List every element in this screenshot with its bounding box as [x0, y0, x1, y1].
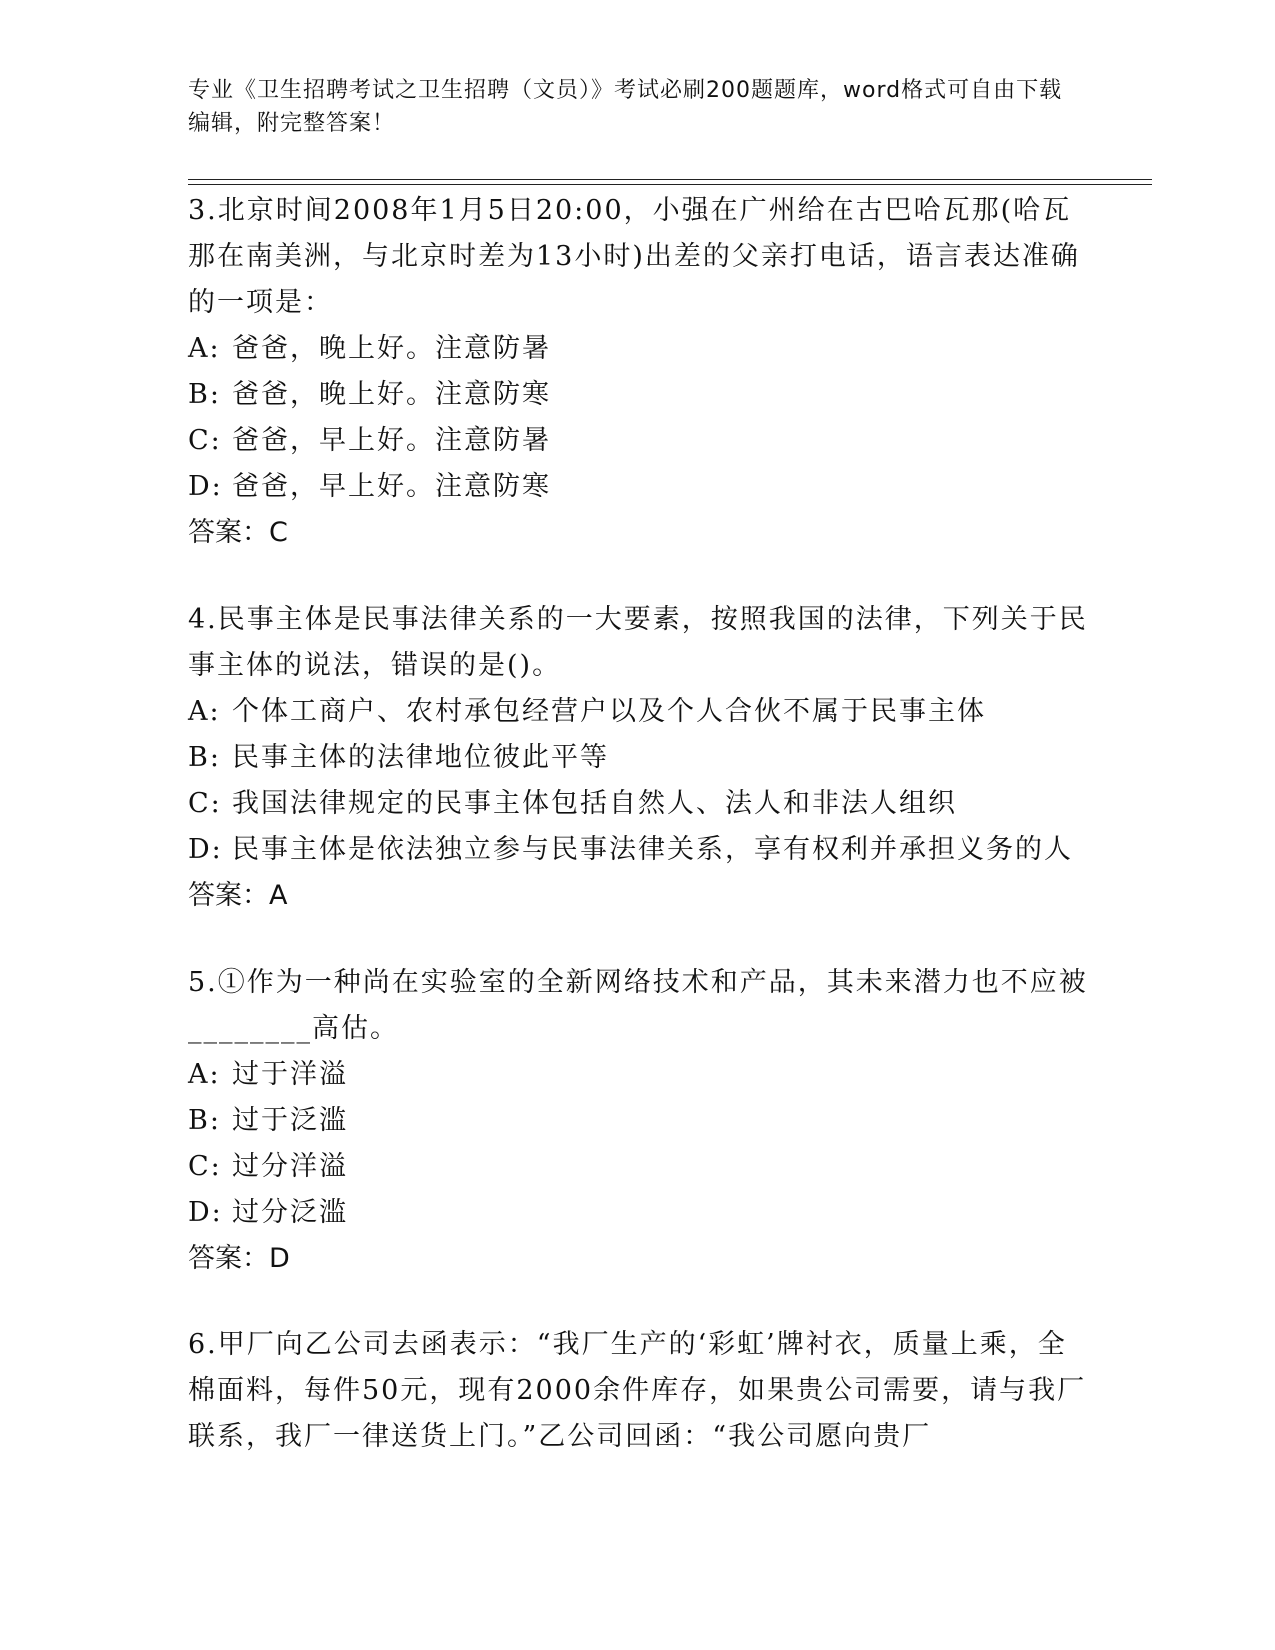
option-letter: D: [188, 471, 223, 502]
option-c [188, 1144, 1088, 1190]
document-title: 专业《卫生招聘考试之卫生招聘（文员）》考试必刷200题题库，word格式可自由下载编辑，附完整答案！ [188, 78, 1063, 136]
option-text: 个体工商户、农村承包经营户以及个人合伙不属于民事主体 [232, 696, 986, 727]
option-text: 过于洋溢 [232, 1059, 348, 1090]
option-b [188, 372, 1088, 418]
answer-line: 答案：D [188, 1243, 290, 1274]
option-letter: B: [188, 379, 221, 410]
option-text: 过分泛滥 [232, 1197, 348, 1228]
option-letter: A: [188, 696, 221, 727]
question-3 [188, 188, 1088, 556]
option-letter: C: [188, 788, 222, 819]
option-text: 爸爸，晚上好。注意防暑 [232, 333, 551, 364]
option-text: 爸爸，早上好。注意防寒 [232, 471, 551, 502]
option-a [188, 1052, 1088, 1098]
option-d [188, 827, 1088, 873]
option-text: 过于泛滥 [232, 1105, 348, 1136]
option-letter: C: [188, 1151, 222, 1182]
option-letter: C: [188, 425, 222, 456]
option-letter: A: [188, 333, 221, 364]
option-text: 过分洋溢 [232, 1151, 348, 1182]
question-stem: 6.甲厂向乙公司去函表示：“我厂生产的‘彩虹’牌衬衣，质量上乘，全棉面料，每件50元，现有2000余件库存，如果贵公司需要，请与我厂联系，我厂一律送货上门。”乙公司回函：“我公司愿向贵厂 [188, 1329, 1087, 1452]
option-text: 民事主体的法律地位彼此平等 [232, 742, 609, 773]
option-c [188, 418, 1088, 464]
answer-line: 答案：C [188, 517, 288, 548]
option-text: 爸爸，晚上好。注意防寒 [232, 379, 551, 410]
option-text: 民事主体是依法独立参与民事法律关系，享有权利并承担义务的人 [232, 834, 1073, 865]
option-a [188, 326, 1088, 372]
option-text: 爸爸，早上好。注意防暑 [232, 425, 551, 456]
question-5 [188, 960, 1088, 1282]
option-letter: A: [188, 1059, 221, 1090]
header-divider-bottom [188, 184, 1152, 185]
question-6 [188, 1322, 1088, 1460]
option-a [188, 689, 1088, 735]
option-letter: B: [188, 1105, 221, 1136]
option-d [188, 1190, 1088, 1236]
question-4 [188, 597, 1088, 919]
option-letter: D: [188, 1197, 223, 1228]
option-letter: B: [188, 742, 221, 773]
document-header [188, 74, 1068, 140]
question-stem: 3.北京时间2008年1月5日20:00，小强在广州给在古巴哈瓦那(哈瓦那在南美洲，与北京时差为13小时)出差的父亲打电话，语言表达准确的一项是： [188, 195, 1080, 318]
option-b [188, 735, 1088, 781]
option-b [188, 1098, 1088, 1144]
question-stem: 5.①作为一种尚在实验室的全新网络技术和产品，其未来潜力也不应被________高估。 [188, 967, 1088, 1044]
header-divider-top [188, 179, 1152, 180]
question-stem: 4.民事主体是民事法律关系的一大要素，按照我国的法律，下列关于民事主体的说法，错误的是()。 [188, 604, 1088, 681]
answer-line: 答案：A [188, 880, 288, 911]
option-d [188, 464, 1088, 510]
option-letter: D: [188, 834, 223, 865]
option-c [188, 781, 1088, 827]
option-text: 我国法律规定的民事主体包括自然人、法人和非法人组织 [232, 788, 957, 819]
